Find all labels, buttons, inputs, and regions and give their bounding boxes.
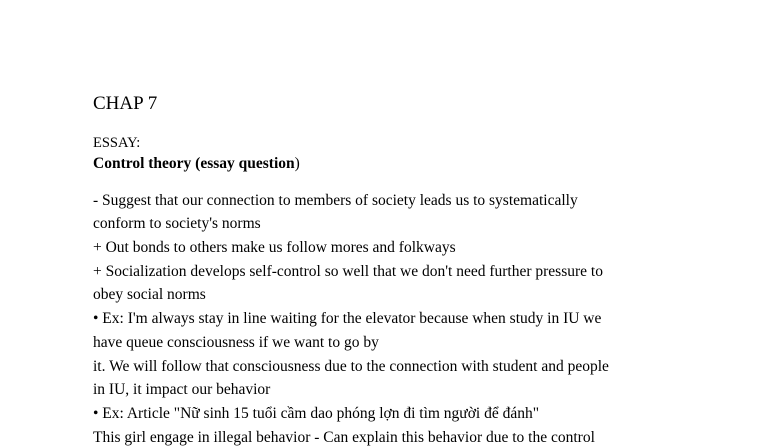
subheading: [93, 154, 300, 174]
body-line-3: + Out bonds to others make us follow mores and folkways: [93, 239, 456, 256]
body-line-5: obey social norms: [93, 286, 206, 303]
chapter-title: CHAP 7: [93, 93, 158, 114]
body-line-7: have queue consciousness if we want to go by: [93, 334, 379, 351]
body-line-2: conform to society's norms: [93, 215, 261, 232]
body-line-8: it. We will follow that consciousness due to the connection with student and people: [93, 358, 609, 375]
body-line-9: in IU, it impact our behavior: [93, 381, 271, 398]
body-line-6: • Ex: I'm always stay in line waiting for the elevator because when study in IU we: [93, 310, 602, 327]
body-line-4: + Socialization develops self-control so well that we don't need further pressure to: [93, 263, 603, 280]
subheading-tail: ): [294, 155, 300, 172]
body-line-1: - Suggest that our connection to members of society leads us to systematically: [93, 192, 578, 209]
body-line-11: This girl engage in illegal behavior - Can explain this behavior due to the control: [93, 429, 595, 446]
section-label: ESSAY:: [93, 135, 141, 151]
subheading-bold: Control theory (essay question: [93, 155, 295, 172]
body-line-10: • Ex: Article "Nữ sinh 15 tuổi cầm dao phóng lợn đi tìm người để đánh": [93, 405, 540, 422]
